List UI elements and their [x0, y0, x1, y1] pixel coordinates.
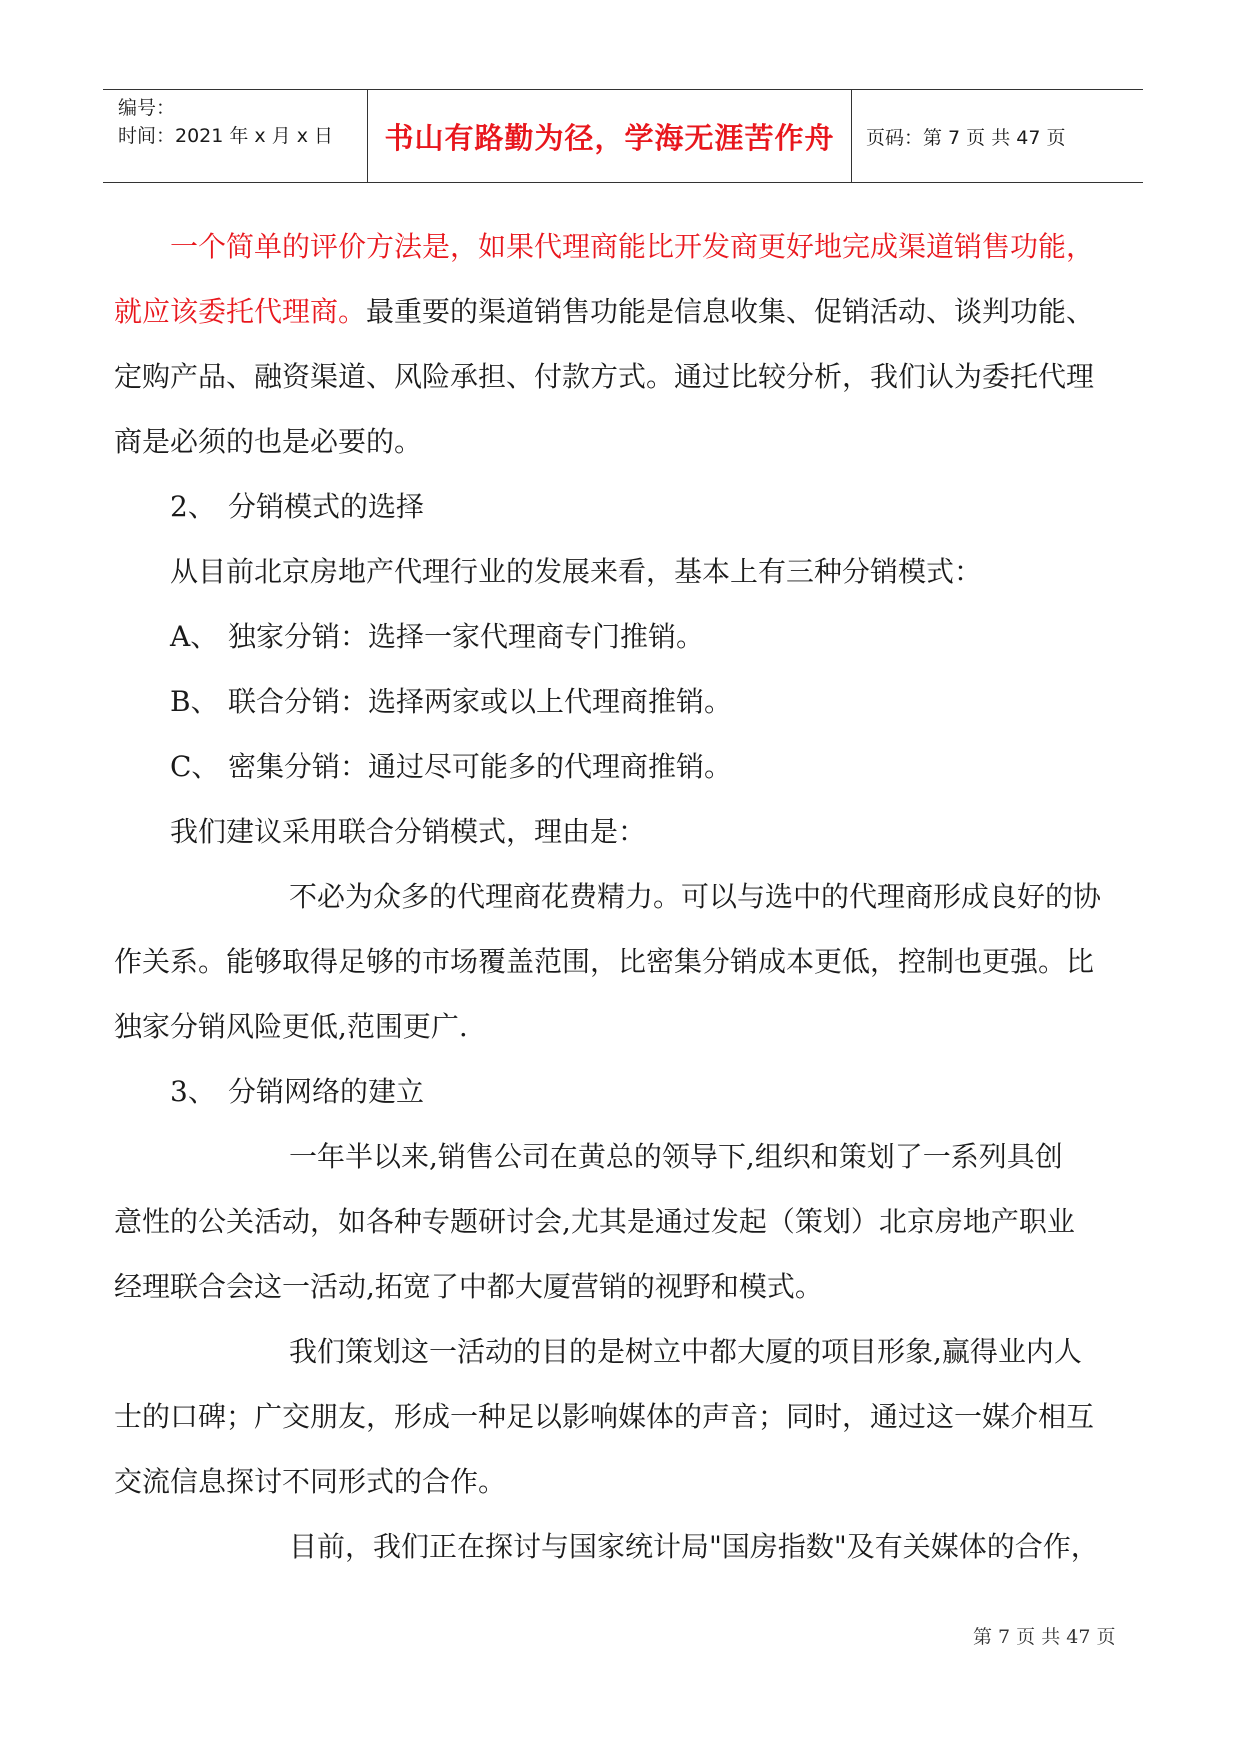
paragraph-line: 我们策划这一活动的目的是树立中都大厦的项目形象,赢得业内人 [289, 1335, 1082, 1368]
paragraph-line: 意性的公关活动，如各种专题研讨会,尤其是通过发起（策划）北京房地产职业 [114, 1205, 1075, 1238]
paragraph-line: 目前，我们正在探讨与国家统计局"国房指数"及有关媒体的合作， [289, 1530, 1099, 1563]
paragraph-line: 从目前北京房地产代理行业的发展来看，基本上有三种分销模式： [170, 555, 983, 588]
section-number: 2、 [170, 490, 216, 523]
paragraph-line: 经理联合会这一活动,拓宽了中都大厦营销的视野和模式。 [114, 1270, 823, 1303]
list-item-b [114, 669, 1144, 734]
list-item-c [114, 734, 1144, 799]
list-text: 密集分销：通过尽可能多的代理商推销。 [228, 750, 733, 783]
paragraph-line: 作关系。能够取得足够的市场覆盖范围，比密集分销成本更低，控制也更强。比 [114, 945, 1095, 978]
section-title: 分销网络的建立 [228, 1075, 425, 1108]
paragraph-line: 独家分销风险更低,范围更广. [114, 1010, 468, 1043]
paragraph-line [114, 214, 1144, 279]
list-marker: A、 [170, 620, 219, 653]
section-heading-3 [114, 1059, 1144, 1124]
body-text: 最重要的渠道销售功能是信息收集、促销活动、谈判功能、 [366, 295, 1095, 328]
header-page-info: 页码：第 7 页 共 47 页 [866, 126, 1066, 149]
list-item-a [114, 604, 1144, 669]
header-meta [103, 90, 367, 182]
list-marker: B、 [170, 685, 219, 718]
list-marker: C、 [170, 750, 220, 783]
highlight-text: 一个简单的评价方法是，如果代理商能比开发商更好地完成渠道销售功能， [170, 230, 1095, 263]
paragraph-line: 不必为众多的代理商花费精力。可以与选中的代理商形成良好的协 [289, 880, 1102, 913]
page-footer: 第 7 页 共 47 页 [973, 1626, 1116, 1648]
paragraph-line: 我们建议采用联合分销模式，理由是： [170, 815, 647, 848]
section-title: 分销模式的选择 [228, 490, 425, 523]
paragraph-line: 交流信息探讨不同形式的合作。 [114, 1465, 507, 1498]
paragraph-line: 一年半以来,销售公司在黄总的领导下,组织和策划了一系列具创 [289, 1140, 1063, 1173]
page-header [103, 89, 1143, 183]
document-number-label: 编号： [118, 97, 176, 119]
header-motto: 书山有路勤为径，学海无涯苦作舟 [367, 90, 852, 182]
document-date: 时间：2021 年 x 月 x 日 [118, 125, 334, 147]
section-heading-2 [114, 474, 1144, 539]
paragraph-line: 定购产品、融资渠道、风险承担、付款方式。通过比较分析，我们认为委托代理 [114, 360, 1095, 393]
list-text: 独家分销：选择一家代理商专门推销。 [228, 620, 705, 653]
highlight-text: 就应该委托代理商。 [114, 295, 367, 328]
document-body [114, 214, 1144, 1579]
section-number: 3、 [170, 1075, 216, 1108]
list-text: 联合分销：选择两家或以上代理商推销。 [228, 685, 733, 718]
paragraph-line: 士的口碑；广交朋友，形成一种足以影响媒体的声音；同时，通过这一媒介相互 [114, 1400, 1095, 1433]
paragraph-line: 商是必须的也是必要的。 [114, 425, 423, 458]
paragraph-line [114, 279, 1144, 344]
